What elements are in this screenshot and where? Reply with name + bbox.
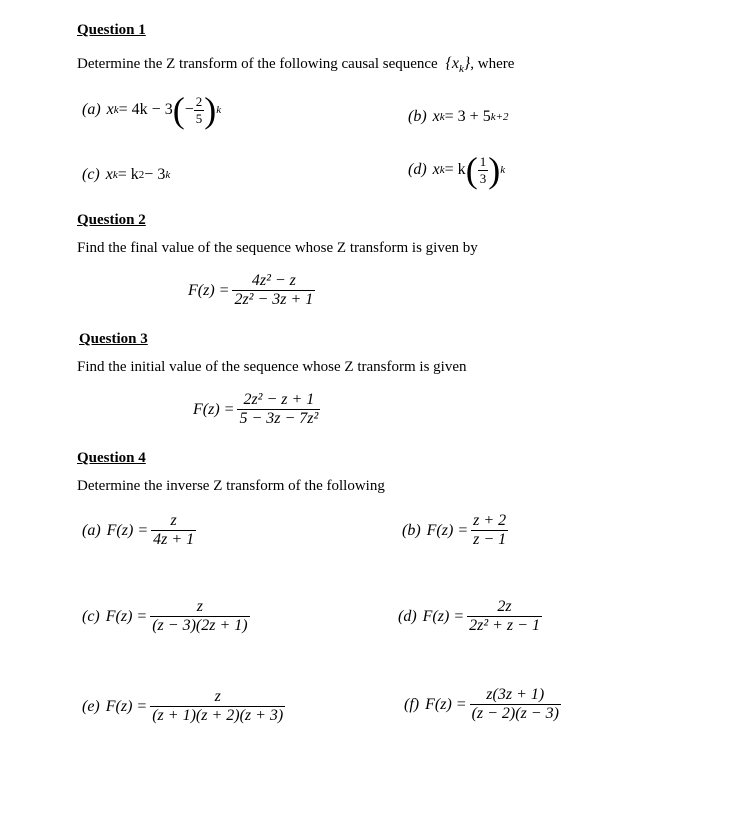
q1-heading: Question 1 (77, 22, 146, 38)
q4-item-b (402, 512, 508, 549)
q4c-label: (c) (82, 607, 100, 625)
q1d-eq: = k (444, 161, 466, 178)
q4d-label: (d) (398, 607, 417, 625)
q1d-den: 3 (479, 170, 487, 186)
q1b-label: (b) (408, 108, 427, 125)
q1c-lhs: x (105, 166, 113, 183)
q3-heading: Question 3 (79, 331, 148, 347)
q1c-mid: − 3 (144, 166, 166, 183)
q4d-den: 2z² + z − 1 (469, 617, 540, 634)
q4b-den: z − 1 (473, 531, 507, 548)
q4f-fraction (470, 686, 561, 723)
q3-fraction (237, 391, 320, 428)
q2-lhs: F(z) = (188, 281, 230, 299)
q4-heading: Question 4 (77, 450, 146, 466)
q4a-num: z (170, 512, 177, 529)
q4a-den: 4z + 1 (153, 531, 195, 548)
q1-item-a (82, 92, 221, 128)
q4b-fraction (471, 512, 508, 549)
q4-item-e (82, 688, 285, 725)
q4f-lhs: F(z) = (425, 695, 467, 713)
q3-lhs: F(z) = (193, 400, 235, 418)
q4-item-f (404, 686, 561, 723)
q1a-label: (a) (82, 101, 101, 118)
q2-prompt: Find the final value of the sequence whose Z transform is given by (77, 240, 478, 256)
q4f-num: z(3z + 1) (486, 686, 545, 703)
q4-prompt: Determine the inverse Z transform of the following (77, 478, 385, 494)
q2-fraction (232, 272, 315, 309)
q1b-eq: = 3 + 5 (444, 108, 491, 125)
q1c-eq: = k (117, 166, 139, 183)
q1a-lparen: ( (172, 90, 185, 130)
q4c-num: z (196, 598, 204, 615)
q4e-label: (e) (82, 697, 100, 715)
q1-sequence-symbol: $\{x_k\}$ (445, 55, 471, 75)
q2-num: 4z² − z (251, 272, 296, 289)
q1c-label: (c) (82, 166, 100, 183)
q4-item-d (398, 598, 542, 635)
q1a-minus: − (184, 101, 194, 118)
q4b-lhs: F(z) = (426, 521, 469, 539)
q4d-lhs: F(z) = (422, 607, 465, 625)
q1d-fraction (478, 154, 489, 187)
q4d-fraction (467, 598, 542, 635)
q1a-eq: = 4k − 3 (118, 101, 173, 118)
q1d-num: 1 (479, 153, 487, 169)
q1d-sub: k (439, 164, 445, 176)
q2-den: 2z² − 3z + 1 (234, 291, 314, 308)
q1-item-d (408, 152, 505, 188)
q1b-sub: k (439, 111, 445, 123)
q1c-exp: k (165, 169, 171, 181)
q4c-lhs: F(z) = (105, 607, 148, 625)
q1c-sub: k (112, 169, 118, 181)
q4e-num: z (214, 688, 221, 705)
q4f-den: (z − 2)(z − 3) (471, 705, 559, 722)
q1a-exp: k (216, 104, 222, 116)
q1a-fraction (194, 94, 205, 127)
q1d-exp: k (500, 164, 506, 176)
q1a-den: 5 (195, 110, 203, 126)
q1a-sub: k (113, 104, 119, 116)
q1-item-b (408, 108, 509, 126)
q1-prompt-tail: , where (470, 56, 515, 72)
q4a-lhs: F(z) = (106, 521, 149, 539)
q1-item-c (82, 166, 170, 184)
q1c-sq: 2 (138, 169, 145, 181)
q1-prompt (77, 55, 514, 75)
q4c-den: (z − 3)(2z + 1) (152, 617, 248, 634)
q3-equation (193, 391, 320, 428)
q3-prompt: Find the initial value of the sequence whose Z transform is given (77, 359, 467, 375)
q3-den: 5 − 3z − 7z² (239, 410, 319, 427)
q4e-lhs: F(z) = (105, 697, 148, 715)
q3-num: 2z² − z + 1 (243, 391, 315, 408)
q4b-label: (b) (402, 521, 421, 539)
q1d-lparen: ( (465, 150, 478, 190)
q4e-den: (z + 1)(z + 2)(z + 3) (152, 707, 284, 724)
q1d-rparen: ) (488, 150, 501, 190)
q4f-label: (f) (404, 695, 420, 713)
q2-heading: Question 2 (77, 212, 146, 228)
q2-equation (188, 272, 315, 309)
q4b-num: z + 2 (473, 512, 507, 529)
q4-item-c (82, 598, 250, 635)
q4-item-a (82, 512, 196, 549)
q1a-num: 2 (195, 93, 203, 109)
q1a-rparen: ) (204, 90, 217, 130)
q1b-exp: k+2 (490, 111, 509, 123)
q4e-fraction (150, 688, 285, 725)
q1d-lhs: x (432, 161, 440, 178)
q4c-fraction (150, 598, 249, 635)
q4a-fraction (151, 512, 196, 549)
q4d-num: 2z (497, 598, 512, 615)
q1b-lhs: x (432, 108, 440, 125)
q1-prompt-text: Determine the Z transform of the following causal sequence (77, 56, 438, 72)
q1a-lhs: x (106, 101, 114, 118)
q1d-label: (d) (408, 161, 427, 178)
q4a-label: (a) (82, 521, 101, 539)
